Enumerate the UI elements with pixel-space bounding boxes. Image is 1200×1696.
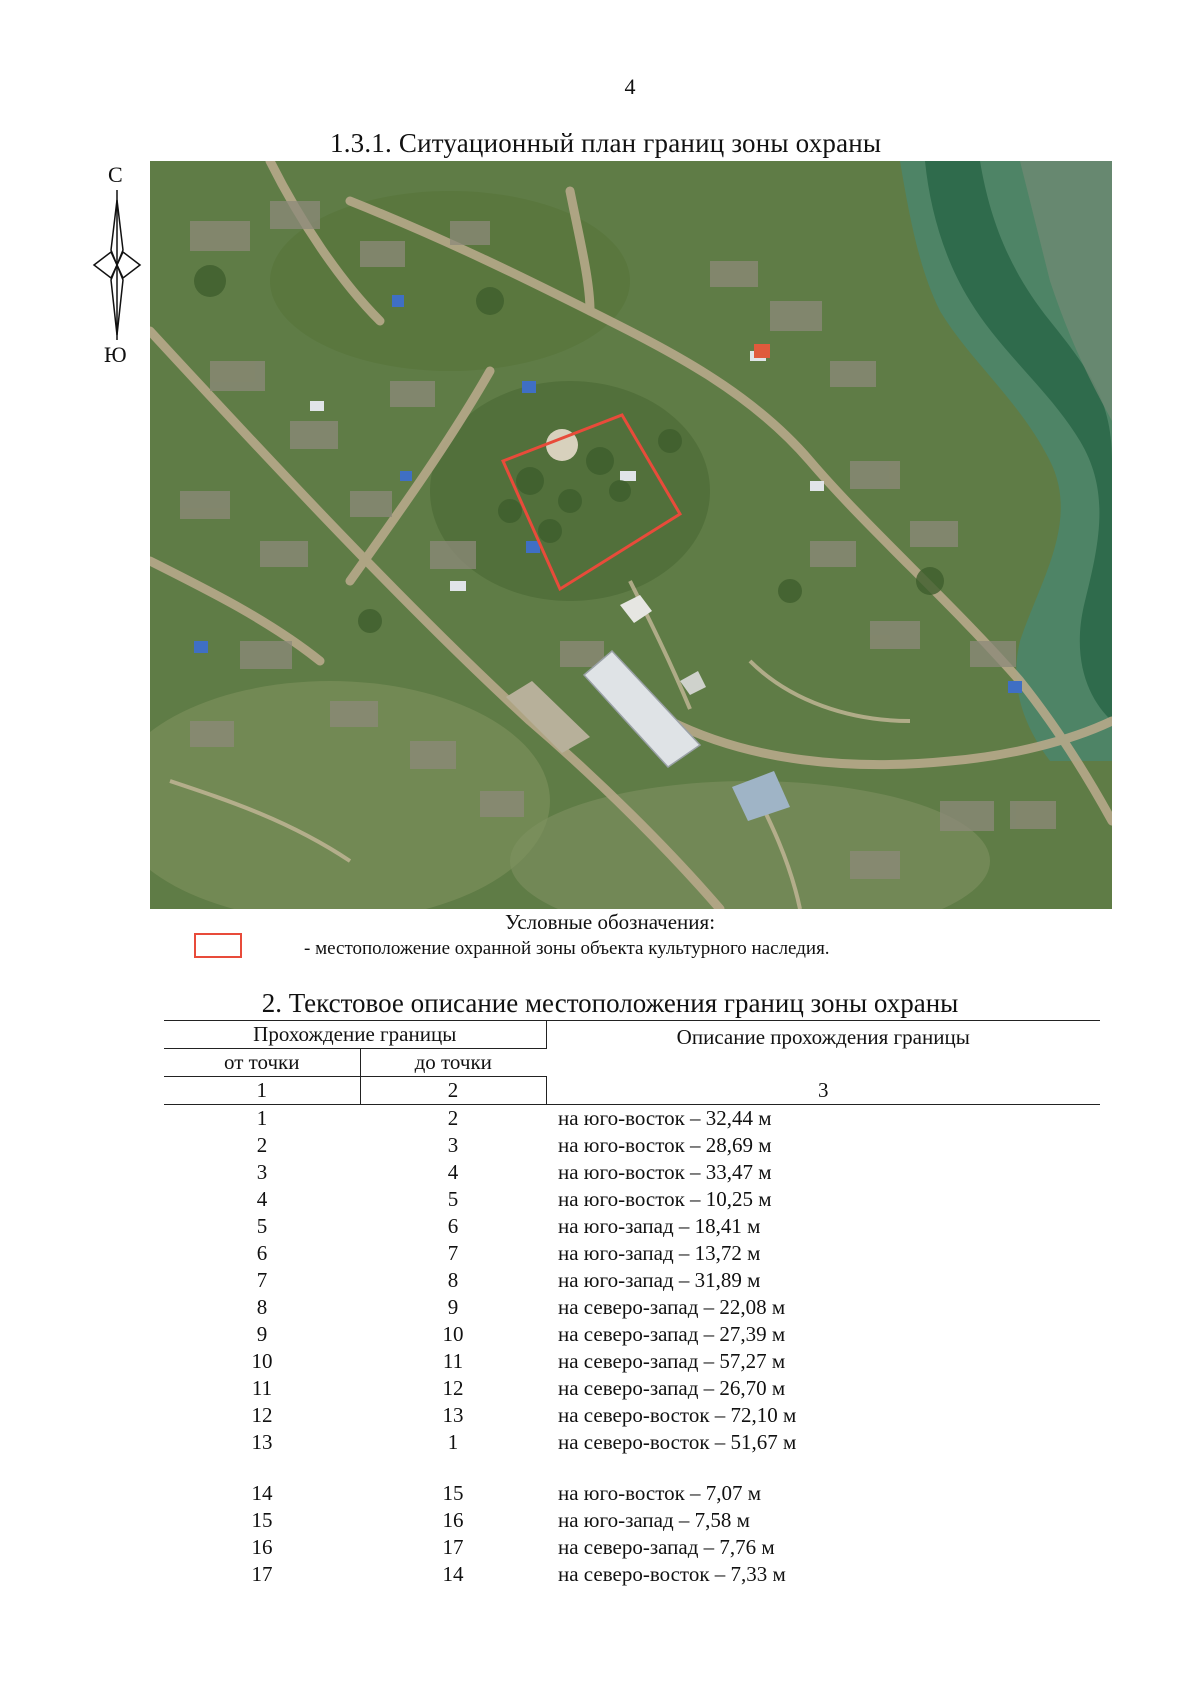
table-row [164, 1240, 1100, 1267]
legend-heading: Условные обозначения: [505, 910, 716, 934]
from-point-cell: 7 [256, 1268, 268, 1292]
from-point-cell: 5 [256, 1214, 268, 1238]
from-point-cell: 2 [256, 1133, 268, 1157]
description-cell: на юго-запад – 13,72 м [558, 1241, 761, 1265]
to-point-cell: 8 [447, 1268, 459, 1292]
to-point-cell: 16 [442, 1508, 464, 1532]
table-row [164, 1294, 1100, 1321]
boundary-table [164, 1020, 1100, 1588]
header-from-point: от точки [164, 1049, 360, 1077]
description-cell: на северо-восток – 7,33 м [558, 1562, 786, 1586]
to-point-cell: 6 [447, 1214, 459, 1238]
description-cell: на северо-запад – 7,76 м [558, 1535, 775, 1559]
legend-item-text: - местоположение охранной зоны объекта культурного наследия. [304, 938, 830, 959]
table-row [164, 1480, 1100, 1507]
to-point-cell: 13 [442, 1403, 464, 1427]
page-number: 4 [624, 74, 636, 99]
header-description: Описание прохождения границы [546, 1021, 1100, 1077]
from-point-cell: 11 [251, 1376, 273, 1400]
description-cell: на юго-восток – 7,07 м [558, 1481, 762, 1505]
compass-south-label: Ю [104, 342, 127, 367]
satellite-map[interactable] [150, 161, 1112, 909]
to-point-cell: 9 [447, 1295, 459, 1319]
from-point-cell: 3 [256, 1160, 268, 1184]
table-row [164, 1402, 1100, 1429]
description-cell: на юго-запад – 7,58 м [558, 1508, 750, 1532]
table-row [164, 1267, 1100, 1294]
plan-title: 1.3.1. Ситуационный план границ зоны охраны [330, 128, 882, 158]
from-point-cell: 1 [256, 1106, 268, 1130]
from-point-cell: 16 [251, 1535, 273, 1559]
table-row [164, 1105, 1100, 1133]
column-number: 3 [546, 1077, 1100, 1105]
to-point-cell: 12 [442, 1376, 464, 1400]
column-number: 2 [360, 1077, 546, 1105]
boundary-table-container [164, 1020, 1100, 1588]
table-row [164, 1375, 1100, 1402]
description-cell: на северо-восток – 72,10 м [558, 1403, 797, 1427]
table-row [164, 1186, 1100, 1213]
table-row [164, 1132, 1100, 1159]
to-point-cell: 5 [447, 1187, 459, 1211]
description-cell: на юго-запад – 18,41 м [558, 1214, 761, 1238]
from-point-cell: 6 [256, 1241, 268, 1265]
description-cell: на юго-запад – 31,89 м [558, 1268, 761, 1292]
from-point-cell: 10 [251, 1349, 273, 1373]
compass-north-label: С [108, 162, 123, 187]
from-point-cell: 17 [251, 1562, 273, 1586]
from-point-cell: 4 [256, 1187, 268, 1211]
to-point-cell: 10 [442, 1322, 464, 1346]
description-cell: на северо-восток – 51,67 м [558, 1430, 797, 1454]
from-point-cell: 13 [251, 1430, 273, 1454]
table-row [164, 1507, 1100, 1534]
to-point-cell: 11 [442, 1349, 464, 1373]
to-point-cell: 15 [442, 1481, 464, 1505]
description-cell: на юго-восток – 28,69 м [558, 1133, 772, 1157]
from-point-cell: 12 [251, 1403, 273, 1427]
from-point-cell: 14 [251, 1481, 273, 1505]
table-row [164, 1321, 1100, 1348]
to-point-cell: 7 [447, 1241, 459, 1265]
to-point-cell: 4 [447, 1160, 459, 1184]
from-point-cell: 15 [251, 1508, 273, 1532]
table-row [164, 1429, 1100, 1456]
description-cell: на юго-восток – 10,25 м [558, 1187, 772, 1211]
description-cell: на юго-восток – 32,44 м [558, 1106, 772, 1130]
header-to-point: до точки [360, 1049, 546, 1077]
table-row [164, 1561, 1100, 1588]
column-number: 1 [164, 1077, 360, 1105]
table-row [164, 1534, 1100, 1561]
table-row [164, 1348, 1100, 1375]
to-point-cell: 1 [447, 1430, 459, 1454]
description-cell: на северо-запад – 57,27 м [558, 1349, 786, 1373]
table-row [164, 1213, 1100, 1240]
description-cell: на северо-запад – 27,39 м [558, 1322, 786, 1346]
boundary-rows-secondary [164, 1480, 1100, 1588]
from-point-cell: 8 [256, 1295, 268, 1319]
satellite-map-image [150, 161, 1112, 909]
header-passage: Прохождение границы [164, 1021, 546, 1049]
description-cell: на юго-восток – 33,47 м [558, 1160, 772, 1184]
boundary-rows-main [164, 1105, 1100, 1457]
to-point-cell: 3 [447, 1133, 459, 1157]
to-point-cell: 14 [442, 1562, 464, 1586]
description-cell: на северо-запад – 22,08 м [558, 1295, 786, 1319]
description-cell: на северо-запад – 26,70 м [558, 1376, 786, 1400]
table-row [164, 1159, 1100, 1186]
to-point-cell: 2 [447, 1106, 459, 1130]
compass-rose-icon [92, 190, 142, 340]
legend-swatch-icon [194, 933, 242, 958]
from-point-cell: 9 [256, 1322, 268, 1346]
to-point-cell: 17 [442, 1535, 464, 1559]
table-title: 2. Текстовое описание местоположения границ зоны охраны [261, 988, 959, 1018]
